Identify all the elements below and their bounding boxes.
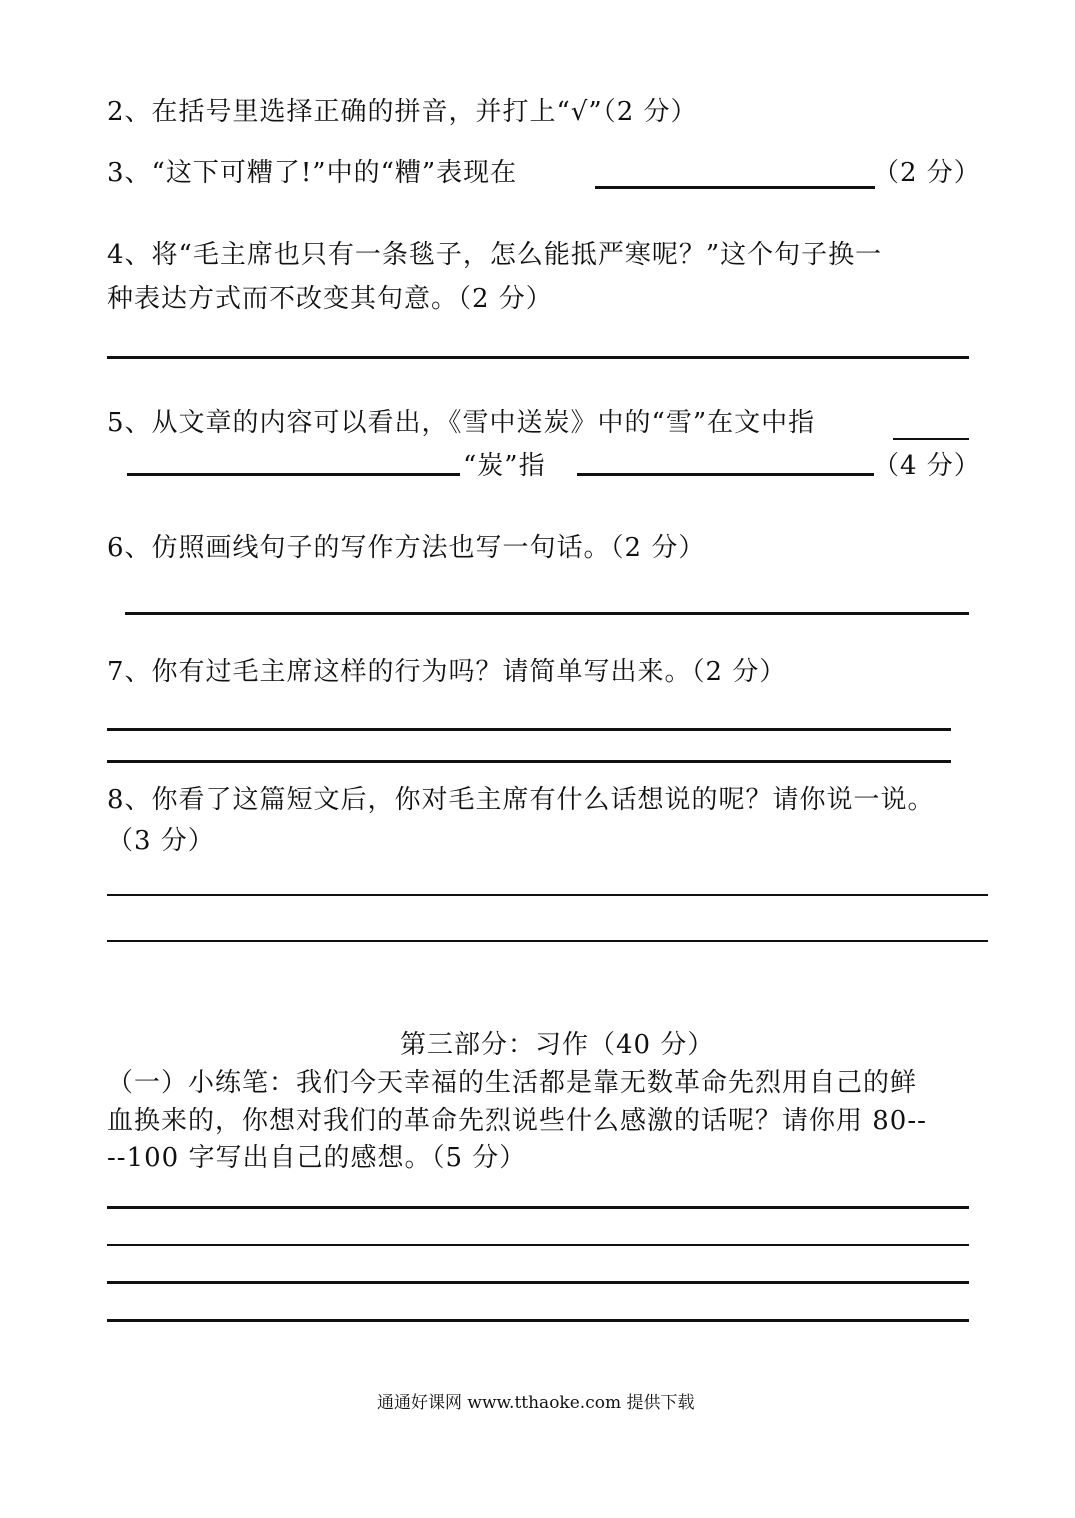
answer-line-q5-snow-b[interactable]	[127, 473, 460, 476]
part3-prompt-line3: --100 字写出自己的感想。（5 分）	[107, 1143, 527, 1173]
footer-source: 通通好课网 www.tthaoke.com 提供下载	[377, 1393, 695, 1413]
writing-line-4[interactable]	[107, 1319, 969, 1322]
answer-line-q8-b[interactable]	[107, 940, 988, 942]
writing-line-1[interactable]	[107, 1206, 969, 1209]
question-7: 7、你有过毛主席这样的行为吗？请简单写出来。（2 分）	[107, 657, 787, 687]
question-6: 6、仿照画线句子的写作方法也写一句话。（2 分）	[107, 533, 706, 563]
question-8-line2: （3 分）	[107, 826, 215, 856]
part3-prompt-line2: 血换来的，你想对我们的革命先烈说些什么感激的话呢？请你用 80--	[107, 1106, 927, 1136]
writing-line-3[interactable]	[107, 1281, 969, 1284]
part3-prompt-line1: （一）小练笔：我们今天幸福的生活都是靠无数革命先烈用自己的鲜	[107, 1068, 918, 1098]
question-5-charcoal-label: “炭”指	[463, 451, 546, 481]
question-5-line1: 5、从文章的内容可以看出，《雪中送炭》中的“雪”在文中指	[107, 408, 816, 438]
question-8-line1: 8、你看了这篇短文后，你对毛主席有什么话想说的呢？请你说一说。	[107, 785, 935, 815]
answer-line-q8-a[interactable]	[107, 894, 988, 896]
question-4-line1: 4、将“毛主席也只有一条毯子，怎么能抵严寒呢？”这个句子换一	[107, 240, 883, 270]
answer-line-q6[interactable]	[125, 612, 969, 615]
part3-title: 第三部分：习作（40 分）	[400, 1030, 715, 1060]
answer-line-q4[interactable]	[107, 356, 969, 359]
answer-line-q5-snow-a[interactable]	[893, 438, 969, 440]
question-5-score: （4 分）	[873, 451, 981, 481]
answer-line-q5-charcoal[interactable]	[577, 473, 874, 476]
answer-line-q3[interactable]	[595, 186, 875, 189]
question-3-score: （2 分）	[873, 158, 981, 188]
question-3: 3、“这下可糟了!”中的“糟”表现在	[107, 158, 518, 188]
question-2: 2、在括号里选择正确的拼音，并打上“√”（2 分）	[107, 97, 698, 127]
answer-line-q7-a[interactable]	[107, 728, 951, 731]
writing-line-2[interactable]	[107, 1244, 969, 1246]
answer-line-q7-b[interactable]	[107, 760, 951, 763]
question-4-line2: 种表达方式而不改变其句意。（2 分）	[107, 284, 553, 314]
